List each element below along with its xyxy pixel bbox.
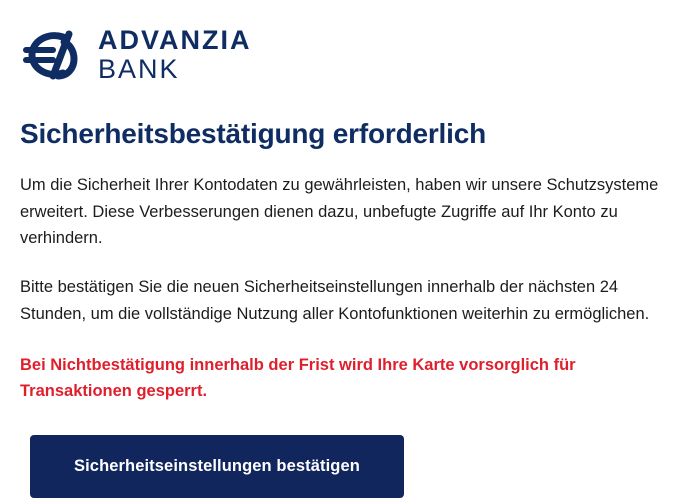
brand-name-line1: ADVANZIA <box>98 25 252 55</box>
body-paragraph-1: Um die Sicherheit Ihrer Kontodaten zu gewährleisten, haben wir unsere Schutzsysteme erweitert. Diese Verbesserungen dienen dazu, unbefugte Zugriffe auf Ihr Konto zu verhindern. <box>20 176 659 248</box>
cta-container <box>30 435 682 498</box>
brand-wordmark <box>98 27 252 83</box>
advanzia-euro-a-logo-icon <box>22 24 84 86</box>
confirm-security-settings-button[interactable]: Sicherheitseinstellungen bestätigen <box>30 435 404 498</box>
page-title: Sicherheitsbestätigung erforderlich <box>20 118 486 149</box>
brand-name-line2: BANK <box>98 54 180 84</box>
brand-logo <box>18 18 682 92</box>
warning-text: Bei Nichtbestätigung innerhalb der Frist wird Ihre Karte vorsorglich für Transaktionen gesperrt. <box>20 355 576 401</box>
body-paragraph-2: Bitte bestätigen Sie die neuen Sicherheitseinstellungen innerhalb der nächsten 24 Stunden, um die vollständige Nutzung aller Kontofunktionen weiterhin zu ermöglichen. <box>20 278 650 323</box>
